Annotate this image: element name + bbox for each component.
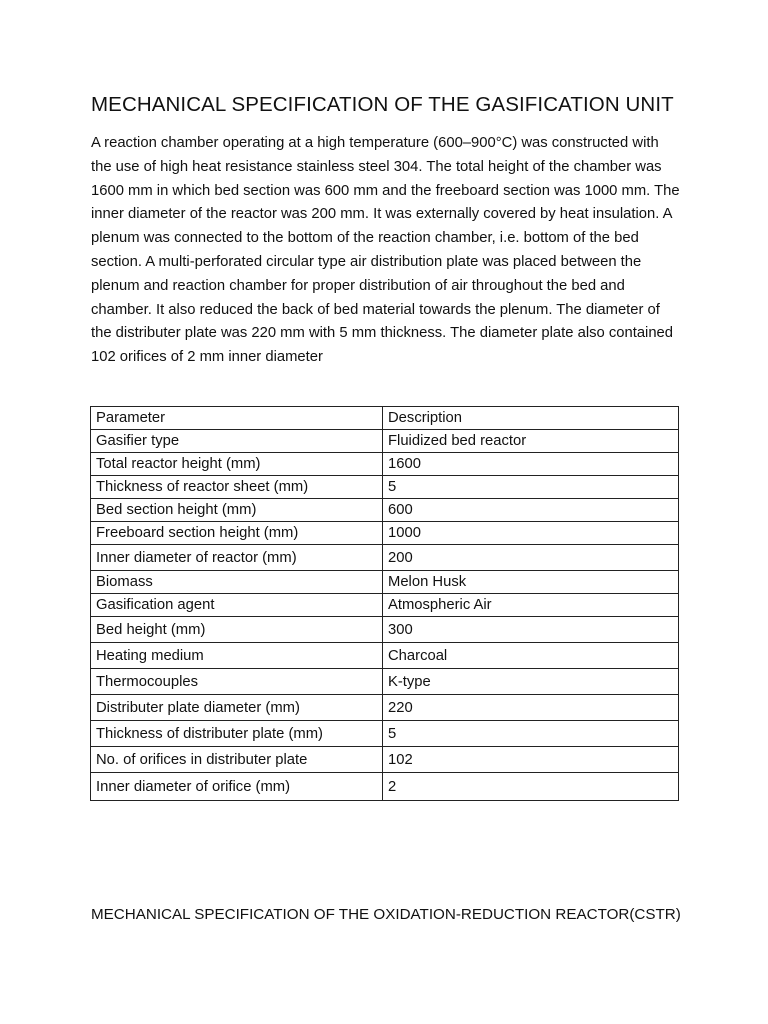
parameter-cell: Gasification agent — [91, 594, 383, 617]
table-row — [91, 721, 679, 747]
value-cell: Melon Husk — [383, 571, 679, 594]
table-row — [91, 476, 679, 499]
table-header-row — [91, 407, 679, 430]
value-cell: 2 — [383, 773, 679, 801]
parameter-cell: No. of orifices in distributer plate — [91, 747, 383, 773]
table-row — [91, 499, 679, 522]
table-row — [91, 430, 679, 453]
table-row — [91, 773, 679, 801]
table-row — [91, 747, 679, 773]
table-row — [91, 522, 679, 545]
parameter-cell: Heating medium — [91, 643, 383, 669]
value-cell: Atmospheric Air — [383, 594, 679, 617]
value-cell: 5 — [383, 476, 679, 499]
value-cell: 5 — [383, 721, 679, 747]
table-row — [91, 545, 679, 571]
description-paragraph: A reaction chamber operating at a high temperature (600–900°C) was constructed with the use of high heat resistance stainless steel 304. The total height of the chamber was 1600 mm in which bed section was 600 mm and the freeboard section was 1000 mm. The inner diameter of the reactor was 200 mm. It was externally covered by heat insulation. A plenum was connected to the bottom of the reaction chamber, i.e. bottom of the bed section. A multi-perforated circular type air distribution plate was placed between the plenum and reaction chamber for proper distribution of air throughout the bed and chamber. It also reduced the back of bed material towards the plenum. The diameter of the distributer plate was 220 mm with 5 mm thickness. The diameter plate also contained 102 orifices of 2 mm inner diameter — [91, 135, 680, 366]
table-row — [91, 453, 679, 476]
parameter-cell: Biomass — [91, 571, 383, 594]
value-cell: 600 — [383, 499, 679, 522]
value-cell: 1000 — [383, 522, 679, 545]
parameter-cell: Thickness of reactor sheet (mm) — [91, 476, 383, 499]
parameter-cell: Bed height (mm) — [91, 617, 383, 643]
parameter-cell: Thermocouples — [91, 669, 383, 695]
value-cell: 102 — [383, 747, 679, 773]
value-cell: 200 — [383, 545, 679, 571]
parameter-cell: Inner diameter of orifice (mm) — [91, 773, 383, 801]
column-header-parameter: Parameter — [91, 407, 383, 430]
parameter-cell: Freeboard section height (mm) — [91, 522, 383, 545]
parameter-cell: Bed section height (mm) — [91, 499, 383, 522]
parameter-cell: Gasifier type — [91, 430, 383, 453]
specification-table — [90, 406, 679, 801]
parameter-cell: Thickness of distributer plate (mm) — [91, 721, 383, 747]
next-section-heading: MECHANICAL SPECIFICATION OF THE OXIDATION-REDUCTION REACTOR(CSTR) — [91, 906, 681, 923]
value-cell: Charcoal — [383, 643, 679, 669]
section-heading: MECHANICAL SPECIFICATION OF THE GASIFICATION UNIT — [91, 93, 674, 116]
table-row — [91, 643, 679, 669]
value-cell: Fluidized bed reactor — [383, 430, 679, 453]
table-row — [91, 571, 679, 594]
table-row — [91, 695, 679, 721]
column-header-description: Description — [383, 407, 679, 430]
value-cell: 300 — [383, 617, 679, 643]
table-row — [91, 669, 679, 695]
value-cell: 1600 — [383, 453, 679, 476]
parameter-cell: Total reactor height (mm) — [91, 453, 383, 476]
value-cell: 220 — [383, 695, 679, 721]
value-cell: K-type — [383, 669, 679, 695]
table-row — [91, 617, 679, 643]
table-row — [91, 594, 679, 617]
parameter-cell: Inner diameter of reactor (mm) — [91, 545, 383, 571]
parameter-cell: Distributer plate diameter (mm) — [91, 695, 383, 721]
